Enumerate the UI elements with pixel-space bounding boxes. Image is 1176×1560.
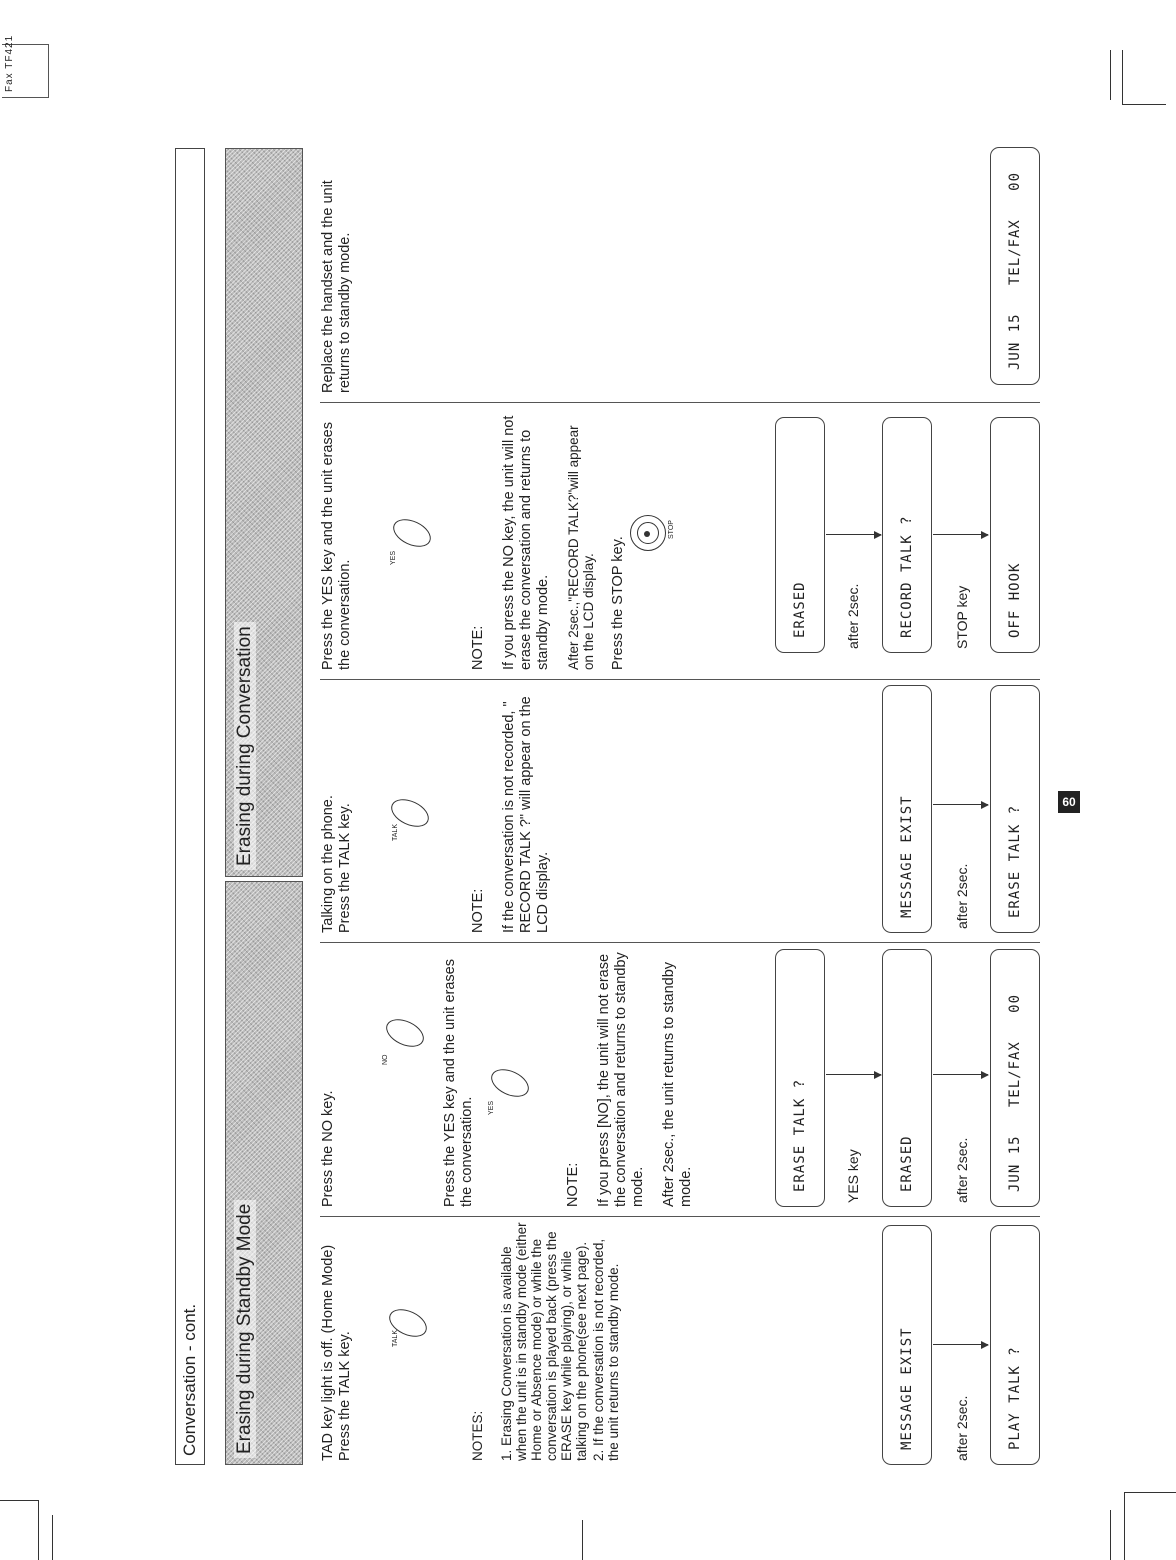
lcd-display: MESSAGE EXIST <box>882 1225 932 1465</box>
stop-key-icon <box>630 515 666 551</box>
transition-label: STOP key <box>954 585 970 649</box>
talk-key-label: TALK <box>392 1330 399 1347</box>
lcd-display: OFF HOOK <box>990 417 1040 653</box>
note-text: After 2sec., the unit returns to standby mode. <box>661 961 694 1207</box>
note-text: If the conversation is not recorded, " RECORD TALK ?" will appear on the LCD display. <box>501 696 551 933</box>
crop-mark <box>582 1520 583 1560</box>
transition-label: after 2sec. <box>954 1395 970 1461</box>
step-block <box>442 949 490 1207</box>
step-text: Press the TALK key. <box>337 803 353 933</box>
crop-mark <box>1110 50 1111 100</box>
transition-label: after 2sec. <box>954 863 970 929</box>
lcd-display: ERASE TALK ? <box>775 949 825 1207</box>
crop-mark <box>52 1515 53 1560</box>
transition-label: after 2sec. <box>845 583 861 649</box>
note-block <box>470 410 641 670</box>
column-divider <box>320 1216 1040 1217</box>
lcd-display: RECORD TALK ? <box>882 417 932 653</box>
note-item: 1. Erasing Conversation is available when the unit is in standby mode (either Home or Absence mode) or while the conversation is played back (press the ERASE key while playing), or while talking on the phone(see next page). <box>499 1222 589 1461</box>
note-heading: NOTE: <box>470 888 486 933</box>
manual-page <box>170 145 1050 1465</box>
no-key-icon <box>382 1014 428 1053</box>
yes-key-icon <box>389 514 435 553</box>
crop-mark <box>0 1500 38 1501</box>
step-text: Press the YES key and the unit erases the conversation. <box>320 422 353 670</box>
flow-arrow <box>826 1074 881 1075</box>
note-text: If you press [NO], the unit will not erase the conversation and returns to standby mode. <box>596 952 646 1207</box>
corner-tag: Fax TF421 <box>4 34 15 92</box>
note-block <box>565 949 709 1207</box>
transition-label: YES key <box>845 1149 861 1203</box>
column-standby-erase <box>320 949 351 1207</box>
step-text: Press the YES key and the unit erases the conversation. <box>442 959 475 1207</box>
stop-key-label: STOP <box>668 520 675 539</box>
step-text: Press the TALK key. <box>337 1331 353 1461</box>
note-text: After 2sec.,"RECORD TALK?"will appear on the LCD display. <box>566 425 596 670</box>
header-conversation-title: Erasing during Conversation <box>234 622 256 870</box>
flow-arrow <box>826 534 881 535</box>
crop-mark <box>1122 50 1123 105</box>
column-divider <box>320 402 1040 403</box>
flow-arrow <box>933 1074 988 1075</box>
column-divider <box>320 942 1040 943</box>
lcd-display: ERASE TALK ? <box>990 685 1040 933</box>
yes-key-label: YES <box>390 550 397 565</box>
flow-arrow <box>933 534 988 535</box>
header-standby <box>225 881 303 1465</box>
column-standby-return <box>320 148 368 393</box>
step-text: Press the NO key. <box>320 1090 336 1207</box>
section-title: Conversation - cont. <box>180 1303 199 1456</box>
step-text: Replace the handset and the unit returns to standby mode. <box>320 180 353 393</box>
lcd-display: JUN 15 TEL/FAX 00 <box>990 147 1040 385</box>
crop-mark <box>1124 1492 1176 1493</box>
note-heading: NOTE: <box>565 1162 581 1207</box>
header-conversation <box>225 148 303 877</box>
stop-key-dot <box>644 531 650 537</box>
column-standby-start <box>320 1223 368 1461</box>
note-heading: NOTE: <box>470 625 486 670</box>
talk-key-label: TALK <box>392 824 399 841</box>
yes-key-icon <box>487 1064 533 1103</box>
page-number: 60 <box>1058 791 1080 813</box>
yes-key-label: YES <box>488 1100 495 1115</box>
lcd-display: PLAY TALK ? <box>990 1225 1040 1465</box>
lcd-display: ERASED <box>882 949 932 1207</box>
section-title-bar <box>175 148 205 1465</box>
column-conversation-erase <box>320 410 368 670</box>
header-standby-title: Erasing during Standby Mode <box>234 1200 256 1458</box>
note-text: If you press the NO key, the unit will not erase the conversation and returns to standby mode. <box>501 415 551 670</box>
column-conversation-start <box>320 685 368 933</box>
note-item: 2. If the conversation is not recorded, the unit returns to standby mode. <box>591 1238 621 1461</box>
lcd-display: ERASED <box>775 417 825 653</box>
crop-mark <box>38 1500 39 1560</box>
step-text: TAD key light is off. (Home Mode) <box>320 1244 336 1461</box>
crop-mark <box>1124 1492 1125 1560</box>
column-divider <box>320 679 1040 680</box>
transition-label: after 2sec. <box>954 1137 970 1203</box>
flow-arrow <box>933 1344 988 1345</box>
crop-mark <box>1110 1510 1111 1560</box>
flow-arrow <box>933 804 988 805</box>
notes-heading: NOTES: <box>470 1410 485 1461</box>
notes-block <box>470 1221 635 1461</box>
crop-mark <box>1122 104 1166 105</box>
lcd-display: JUN 15 TEL/FAX 00 <box>990 949 1040 1207</box>
no-key-label: NO <box>382 1054 389 1065</box>
lcd-display: MESSAGE EXIST <box>882 685 932 933</box>
step-text: Talking on the phone. <box>320 795 336 933</box>
step-text: Press the STOP key. <box>610 536 626 670</box>
note-block <box>470 685 566 933</box>
